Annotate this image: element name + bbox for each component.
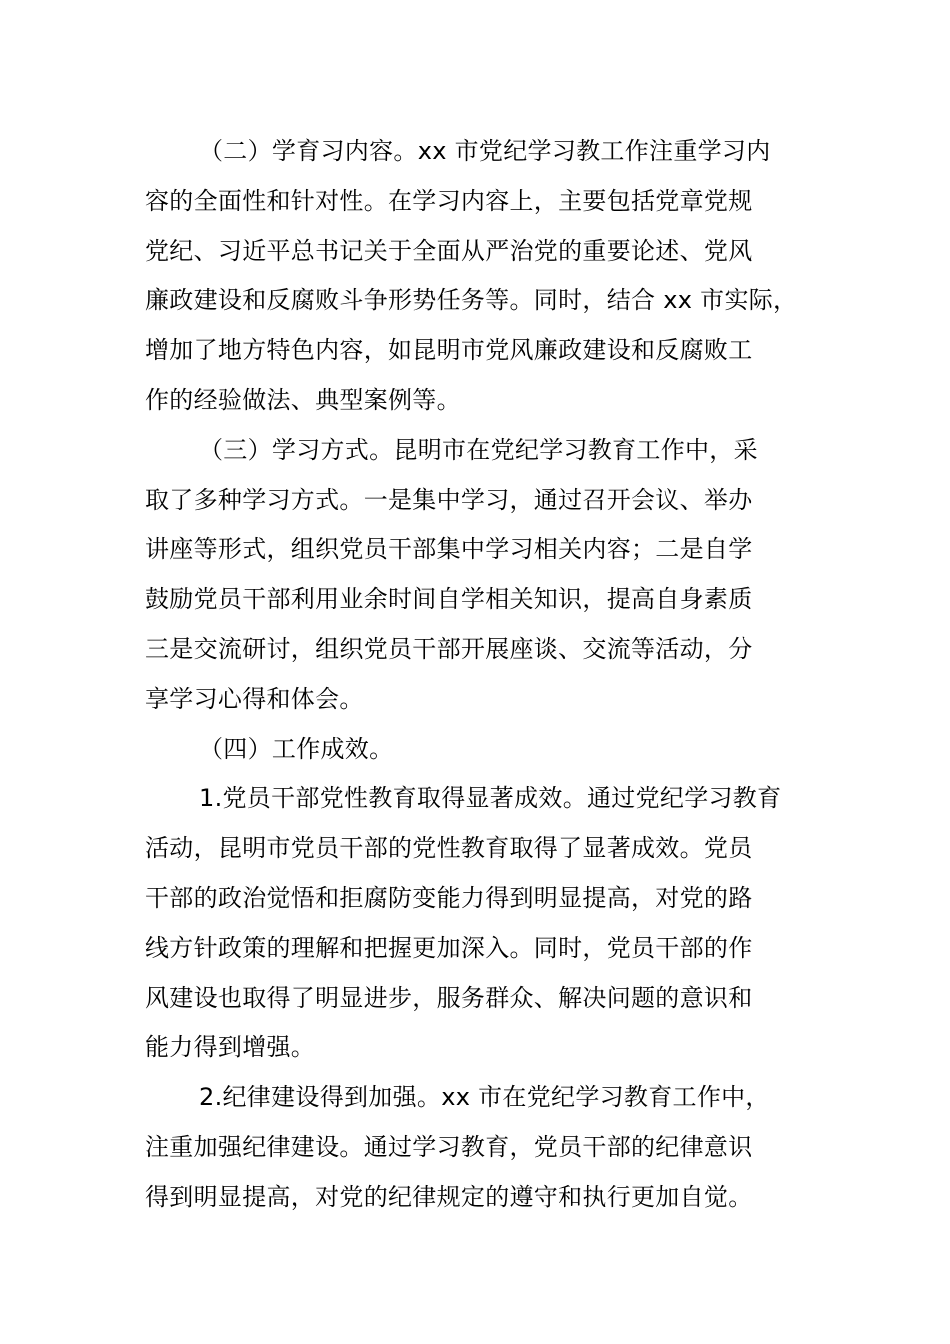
text-line: 廉政建设和反腐败斗争形势任务等。同时，结合 xx 市实际，	[145, 286, 798, 315]
text-line: 作的经验做法、典型案例等。	[145, 385, 461, 414]
text-line: 增加了地方特色内容，如昆明市党风廉政建设和反腐败工	[145, 336, 753, 365]
paragraph	[145, 774, 845, 1073]
text-line: 风建设也取得了明显进步，服务群众、解决问题的意识和	[145, 983, 753, 1012]
text-line: 线方针政策的理解和把握更加深入。同时，党员干部的作	[145, 933, 753, 962]
text-line: 1.党员干部党性教育取得显著成效。通过党纪学习教育	[199, 784, 782, 813]
text-line: 2.纪律建设得到加强。xx 市在党纪学习教育工作中，	[199, 1083, 770, 1112]
text-line: 三是交流研讨，组织党员干部开展座谈、交流等活动，分	[145, 634, 753, 663]
text-line: 党纪、习近平总书记关于全面从严治党的重要论述、党风	[145, 236, 753, 265]
text-line: 注重加强纪律建设。通过学习教育，党员干部的纪律意识	[145, 1132, 753, 1161]
paragraph	[145, 725, 845, 775]
text-line: 讲座等形式，组织党员干部集中学习相关内容；二是自学	[145, 535, 753, 564]
text-line: 干部的政治觉悟和拒腐防变能力得到明显提高，对党的路	[145, 883, 753, 912]
text-line: 能力得到增强。	[145, 1033, 316, 1062]
paragraph	[145, 1073, 845, 1222]
paragraph	[145, 426, 845, 725]
text-line: 享学习心得和体会。	[145, 684, 364, 713]
text-line: （四）工作成效。	[199, 734, 394, 763]
document-body	[145, 127, 845, 1223]
paragraph	[145, 127, 845, 426]
text-line: （三）学习方式。昆明市在党纪学习教育工作中，采	[199, 435, 758, 464]
text-line: 取了多种学习方式。一是集中学习，通过召开会议、举办	[145, 485, 753, 514]
text-line: 容的全面性和针对性。在学习内容上，主要包括党章党规	[145, 186, 753, 215]
text-line: （二）学育习内容。xx 市党纪学习教工作注重学习内	[199, 137, 771, 165]
text-line: 得到明显提高，对党的纪律规定的遵守和执行更加自觉。	[145, 1182, 753, 1211]
text-line: 活动，昆明市党员干部的党性教育取得了显著成效。党员	[145, 834, 753, 863]
text-line: 鼓励党员干部利用业余时间自学相关知识，提高自身素质	[145, 585, 753, 614]
